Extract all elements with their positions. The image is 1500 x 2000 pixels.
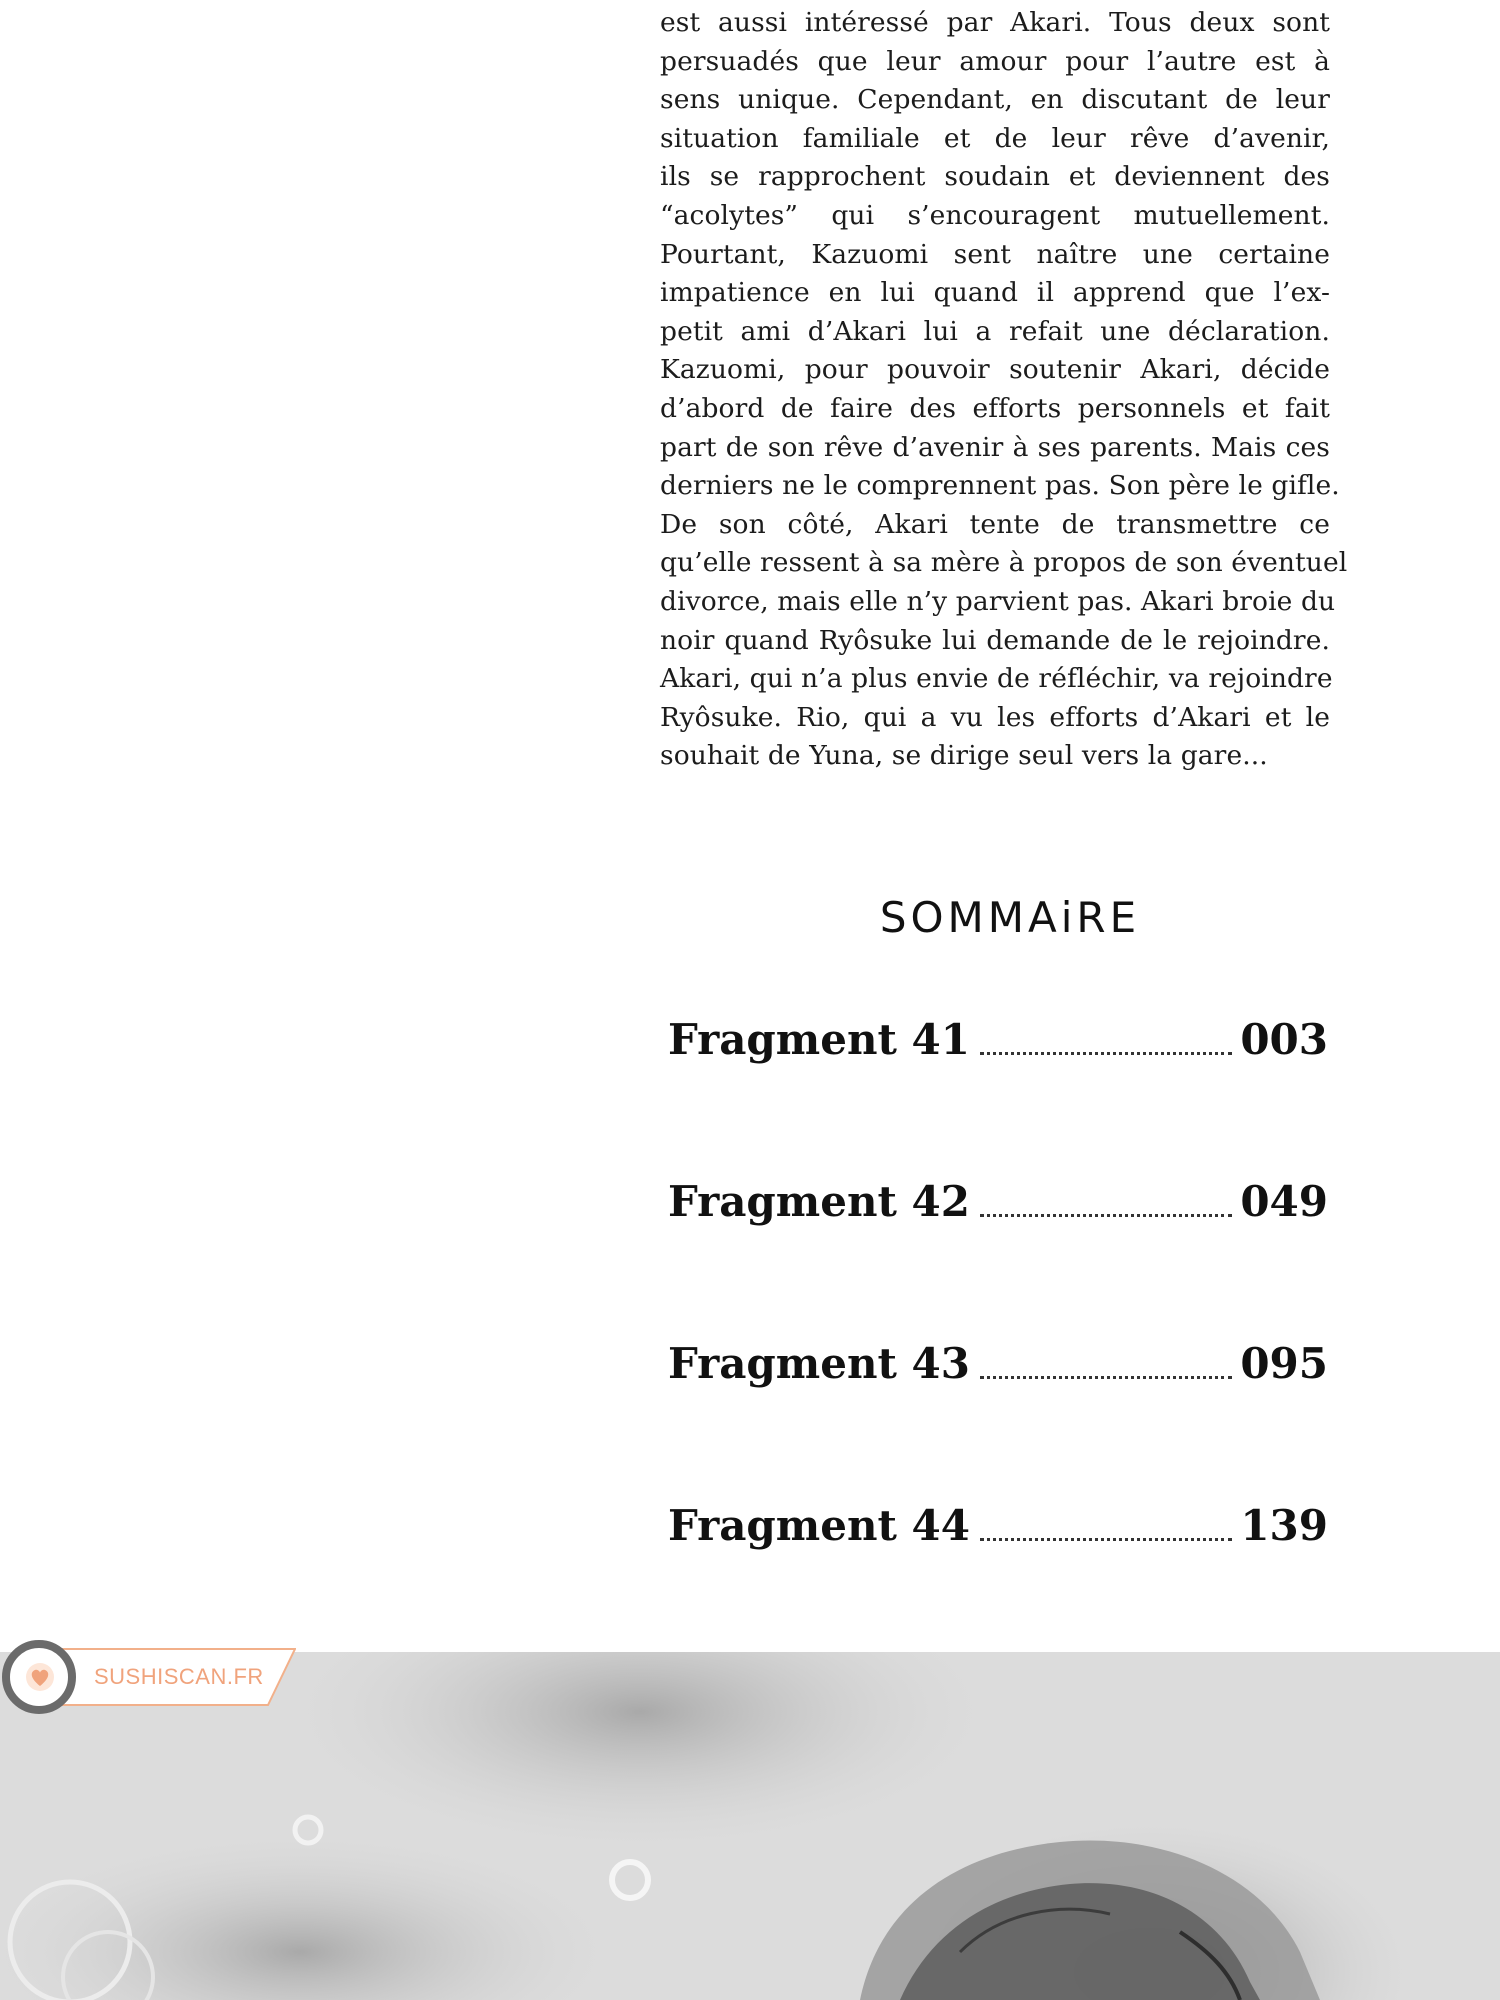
synopsis-line: Ryôsuke. Rio, qui a vu les efforts d’Akari et le <box>660 701 1330 733</box>
toc-entry-page: 139 <box>1240 1501 1328 1550</box>
watermark-text: SUSHISCAN.FR <box>94 1664 264 1689</box>
synopsis-line: Pourtant, Kazuomi sent naître une certaine <box>660 238 1330 270</box>
toc-entry-label: Fragment 42 <box>668 1177 970 1226</box>
synopsis-line: “acolytes” qui s’encouragent mutuellement. <box>660 199 1330 231</box>
synopsis-line: persuadés que leur amour pour l’autre est à <box>660 45 1330 77</box>
toc-leader-dots <box>980 1537 1232 1541</box>
toc-entry-43[interactable] <box>668 1329 1328 1389</box>
synopsis-line: part de son rêve d’avenir à ses parents. Mais ces <box>660 431 1330 463</box>
synopsis-line: noir quand Ryôsuke lui demande de le rejoindre. <box>660 624 1330 656</box>
toc-entry-page: 095 <box>1240 1339 1328 1388</box>
toc-entry-label: Fragment 41 <box>668 1015 970 1064</box>
synopsis-line: Kazuomi, pour pouvoir soutenir Akari, décide <box>660 354 1330 386</box>
watermark-badge <box>0 1636 300 1720</box>
synopsis-line: De son côté, Akari tente de transmettre ce <box>660 508 1330 540</box>
synopsis-line: ils se rapprochent soudain et deviennent des <box>660 161 1330 193</box>
synopsis-line: d’abord de faire des efforts personnels et fait <box>660 392 1330 424</box>
synopsis-text <box>660 4 1348 776</box>
synopsis-line: souhait de Yuna, se dirige seul vers la gare... <box>660 740 1268 772</box>
toc-entry-42[interactable] <box>668 1167 1328 1227</box>
toc-entry-label: Fragment 44 <box>668 1501 970 1550</box>
toc-leader-dots <box>980 1375 1232 1379</box>
synopsis-line: qu’elle ressent à sa mère à propos de son éventuel <box>660 547 1348 579</box>
synopsis-line: Akari, qui n’a plus envie de réfléchir, va rejoindre <box>660 663 1333 695</box>
synopsis-line: impatience en lui quand il apprend que l’ex- <box>660 277 1330 309</box>
toc-entry-41[interactable] <box>668 1005 1328 1065</box>
synopsis-line: petit ami d’Akari lui a refait une déclaration. <box>660 315 1330 347</box>
synopsis-line: situation familiale et de leur rêve d’avenir, <box>660 122 1330 154</box>
synopsis-line: sens unique. Cependant, en discutant de leur <box>660 84 1330 116</box>
toc-leader-dots <box>980 1213 1232 1217</box>
toc-entry-page: 049 <box>1240 1177 1328 1226</box>
synopsis-line: divorce, mais elle n’y parvient pas. Akari broie du <box>660 585 1336 617</box>
heart-icon <box>25 1662 55 1692</box>
synopsis-line: est aussi intéressé par Akari. Tous deux sont <box>660 7 1330 38</box>
toc-entry-label: Fragment 43 <box>668 1339 970 1388</box>
toc-entry-44[interactable] <box>668 1491 1328 1551</box>
toc-entry-page: 003 <box>1240 1015 1328 1064</box>
toc-leader-dots <box>980 1051 1232 1055</box>
toc-title: SOMMAiRE <box>879 893 1141 942</box>
synopsis-line: derniers ne le comprennent pas. Son père le gifle. <box>660 470 1340 502</box>
